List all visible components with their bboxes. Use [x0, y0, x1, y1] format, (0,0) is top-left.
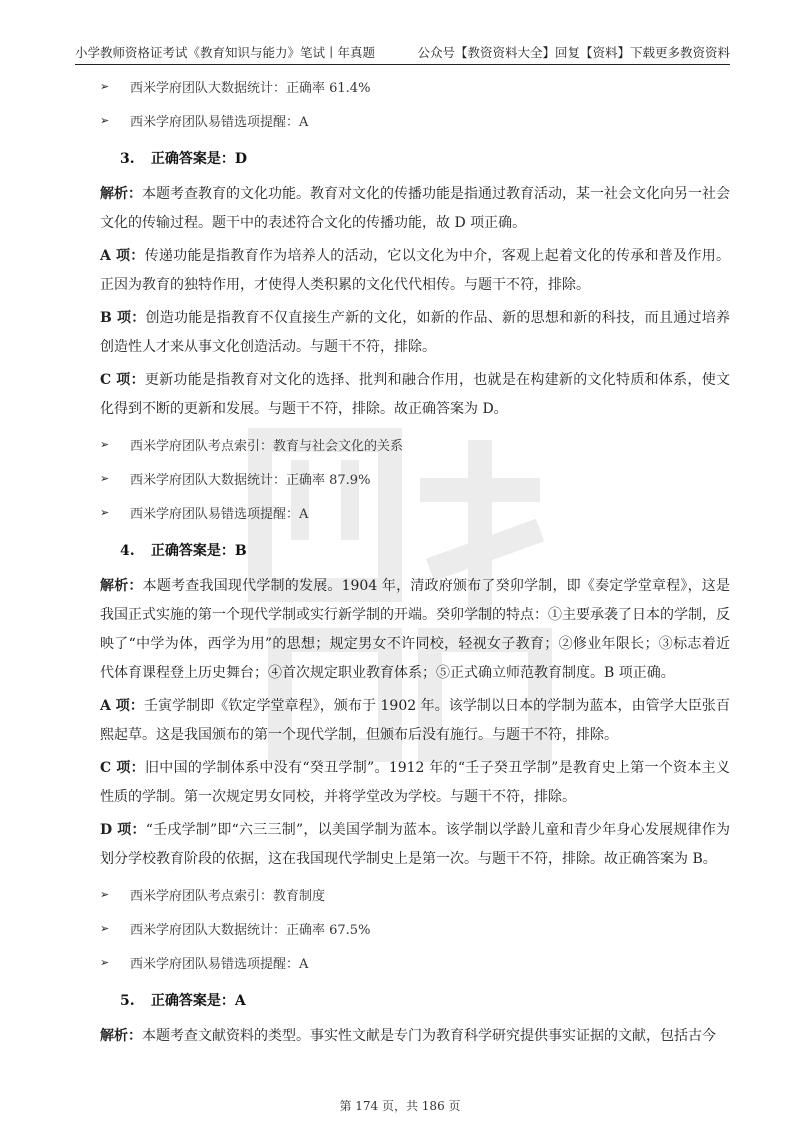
page-content: [100, 76, 730, 1055]
bullet-text: 西米学府团队大数据统计：正确率 87.9%: [130, 472, 371, 488]
arrow-bullet-icon: ➢: [100, 887, 110, 901]
bullet-text: 西米学府团队考点索引：教育与社会文化的关系: [130, 438, 404, 454]
bullet-text: 西米学府团队易错选项提醒：A: [130, 506, 309, 522]
para-text: 传递功能是指教育作为培养人的活动，它以文化为中介，客观上起着文化的传承和普及作用。正因为教育的独特作用，才使得人类积累的文化代代相传。与题干不符，排除。: [100, 248, 730, 293]
para-text: 旧中国的学制体系中没有“癸丑学制”。1912 年的“壬子癸丑学制”是教育史上第一个资本主义性质的学制。第一次规定男女同校，并将学堂改为学校。与题干不符，排除。: [100, 760, 730, 805]
header-left-title: 小学教师资格证考试《教育知识与能力》笔试丨年真题: [75, 45, 376, 60]
arrow-bullet-icon: ➢: [100, 113, 110, 127]
para-text: 更新功能是指教育对文化的选择、批判和融合作用，也就是在构建新的文化特质和体系，使文化得到不断的更新和发展。与题干不符，排除。故正确答案为 D。: [100, 372, 730, 417]
para-label: 解析：: [100, 186, 142, 202]
explanation-paragraph: [100, 572, 730, 688]
answer-text: 正确答案是：B: [150, 543, 247, 559]
para-text: 本题考查教育的文化功能。教育对文化的传播功能是指通过教育活动，某一社会文化向另一社会文化的传输过程。题干中的表述符合文化的传播功能，故 D 项正确。: [100, 186, 730, 231]
para-text: 壬寅学制即《钦定学堂章程》，颁布于 1902 年。该学制以日本的学制为蓝本，由管学大臣张百熙起草。这是我国颁布的第一个现代学制，但颁布后没有施行。与题干不符，排除。: [100, 698, 730, 743]
option-a-paragraph: [100, 692, 730, 750]
question-number: 3.: [120, 151, 135, 167]
arrow-bullet-icon: ➢: [100, 79, 110, 93]
list-item: [100, 76, 730, 96]
para-label: 解析：: [100, 578, 143, 594]
question-4-answer: [120, 540, 730, 562]
list-item: [100, 434, 730, 454]
para-text: 本题考查文献资料的类型。事实性文献是专门为教育科学研究提供事实证据的文献，包括古今: [142, 1028, 716, 1044]
para-text: 本题考查我国现代学制的发展。1904 年，清政府颁布了癸卯学制，即《奏定学堂章程》，这是我国正式实施的第一个现代学制或实行新学制的开端。癸卯学制的特点：①主要承袭了日本的学制，反映了“中学为体，西学为用”的思想；规定男女不许同校，轻视女子教育；②修业年限长；③标志着近代体育课程登上历史舞台；④首次规定职业教育体系；⑤正式确立师范教育制度。B 项正确。: [100, 578, 731, 681]
list-item: [100, 884, 730, 904]
page-header: [75, 42, 730, 65]
bullet-text: 西米学府团队易错选项提醒：A: [130, 114, 309, 130]
list-item: [100, 952, 730, 972]
option-c-paragraph: [100, 754, 730, 812]
explanation-paragraph: [100, 180, 730, 238]
para-label: A 项：: [100, 698, 144, 714]
para-text: “壬戌学制”即“六三三制”，以美国学制为蓝本。该学制以学龄儿童和青少年身心发展规律作为划分学校教育阶段的依据，这在我国现代学制史上是第一次。与题干不符，排除。故正确答案为 B。: [100, 822, 730, 867]
option-c-paragraph: [100, 366, 730, 424]
option-a-paragraph: [100, 242, 730, 300]
para-label: 解析：: [100, 1028, 142, 1044]
para-label: B 项：: [100, 310, 146, 326]
para-label: C 项：: [100, 372, 145, 388]
para-label: D 项：: [100, 822, 146, 838]
answer-text: 正确答案是：A: [150, 993, 246, 1009]
answer-text: 正确答案是：D: [150, 151, 248, 167]
question-3-answer: [120, 148, 730, 170]
para-label: C 项：: [100, 760, 145, 776]
header-right-note: 公众号【教资资料大全】回复【资料】下载更多教资资料: [417, 45, 730, 60]
arrow-bullet-icon: ➢: [100, 505, 110, 519]
bullet-text: 西米学府团队大数据统计：正确率 61.4%: [130, 80, 371, 96]
para-text: 创造功能是指教育不仅直接生产新的文化，如新的作品、新的思想和新的科技，而且通过培养创造性人才来从事文化创造活动。与题干不符，排除。: [100, 310, 730, 355]
list-item: [100, 918, 730, 938]
option-d-paragraph: [100, 816, 730, 874]
question-5-answer: [120, 990, 730, 1012]
page-number-footer: 第 174 页，共 186 页: [339, 1099, 461, 1113]
arrow-bullet-icon: ➢: [100, 921, 110, 935]
bullet-text: 西米学府团队易错选项提醒：A: [130, 956, 309, 972]
para-label: A 项：: [100, 248, 145, 264]
arrow-bullet-icon: ➢: [100, 437, 110, 451]
bullet-text: 西米学府团队考点索引：教育制度: [130, 888, 326, 904]
arrow-bullet-icon: ➢: [100, 471, 110, 485]
bullet-text: 西米学府团队大数据统计：正确率 67.5%: [130, 922, 371, 938]
arrow-bullet-icon: ➢: [100, 955, 110, 969]
list-item: [100, 502, 730, 522]
option-b-paragraph: [100, 304, 730, 362]
explanation-paragraph: [100, 1022, 730, 1051]
question-number: 5.: [120, 993, 135, 1009]
question-number: 4.: [120, 543, 135, 559]
list-item: [100, 110, 730, 130]
list-item: [100, 468, 730, 488]
